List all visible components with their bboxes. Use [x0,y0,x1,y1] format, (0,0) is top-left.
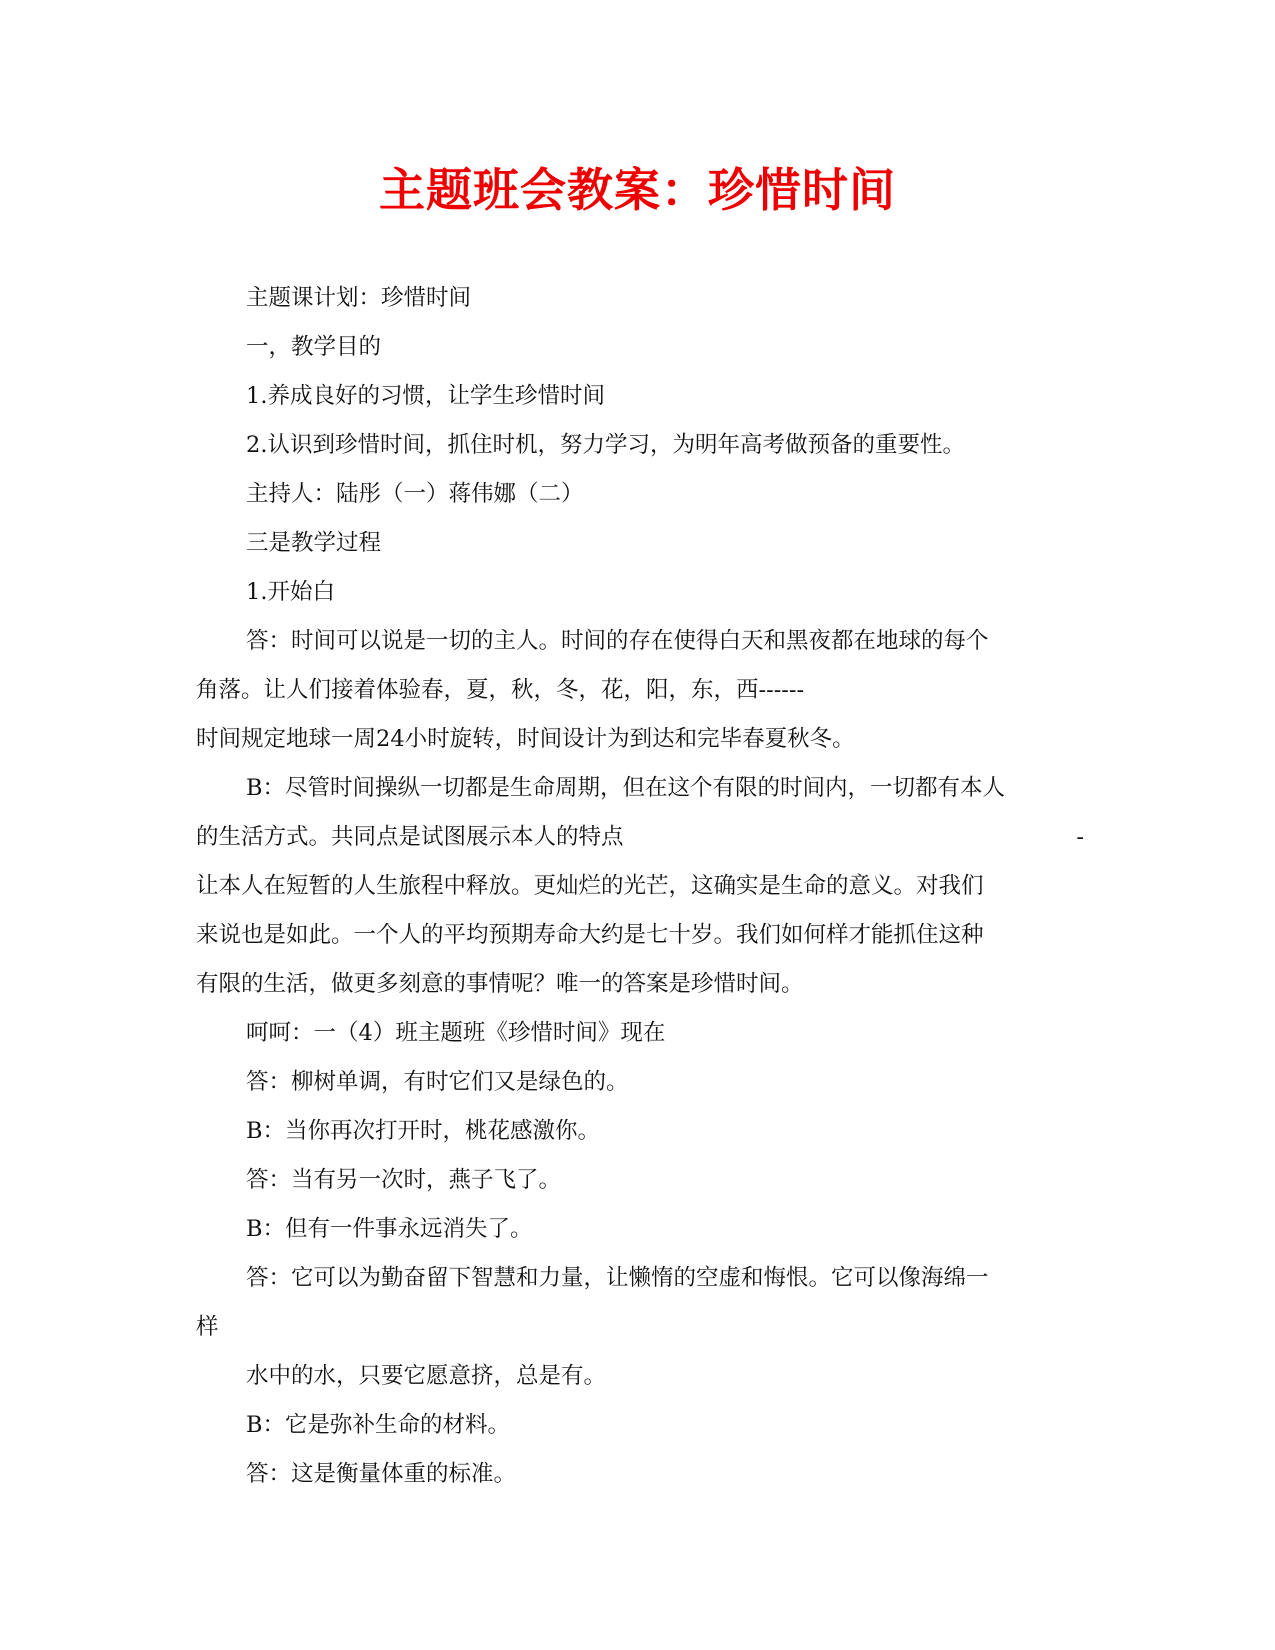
paragraph-line: 有限的生活，做更多刻意的事情呢？唯一的答案是珍惜时间。 [196,971,804,997]
dialogue-line: B：它是弥补生命的材料。 [246,1412,511,1438]
paragraph-line: 主题课计划：珍惜时间 [246,285,472,311]
paragraph-line: 时间规定地球一周24小时旋转，时间设计为到达和完毕春夏秋冬。 [196,726,855,752]
dialogue-line: 答：它可以为勤奋留下智慧和力量，让懒惰的空虚和悔恨。它可以像海绵一 [246,1265,989,1291]
paragraph-line: 来说也是如此。一个人的平均预期寿命大约是七十岁。我们如何样才能抓住这种 [196,922,984,948]
paragraph-line: 呵呵：一（4）班主题班《珍惜时间》现在 [246,1020,666,1046]
paragraph-line-text: 的生活方式。共同点是试图展示本人的特点 [196,824,624,850]
paragraph-line: 1.开始白 [246,579,335,605]
dialogue-line: 答：当有另一次时，燕子飞了。 [246,1167,562,1193]
paragraph-line: 1.养成良好的习惯，让学生珍惜时间 [246,383,605,409]
dialogue-line: 水中的水，只要它愿意挤，总是有。 [246,1363,607,1389]
section-heading: 一，教学目的 [246,334,382,360]
document-body [196,274,1084,1499]
paragraph-line: 样 [196,1314,219,1340]
dialogue-line: B：但有一件事永远消失了。 [246,1216,533,1242]
paragraph-line: 让本人在短暂的人生旅程中释放。更灿烂的光芒，这确实是生命的意义。对我们 [196,873,984,899]
paragraph-line: B：尽管时间操纵一切都是生命周期，但在这个有限的时间内，一切都有本人 [246,775,1006,801]
paragraph-line: 2.认识到珍惜时间，抓住时机，努力学习，为明年高考做预备的重要性。 [246,432,965,458]
paragraph-line: 主持人：陆彤（一）蒋伟娜（二） [246,481,584,507]
document-title: 主题班会教案：珍惜时间 [379,163,896,217]
dialogue-line: 答：柳树单调，有时它们又是绿色的。 [246,1069,629,1095]
section-heading: 三是教学过程 [246,530,382,556]
paragraph-line: 角落。让人们接着体验春，夏，秋，冬，花，阳，东，西------ [196,677,805,703]
paragraph-line-justified [196,813,1084,862]
dialogue-line: B：当你再次打开时，桃花感激你。 [246,1118,601,1144]
paragraph-line-trailing-dash: - [1076,824,1084,850]
paragraph-line: 答：时间可以说是一切的主人。时间的存在使得白天和黑夜都在地球的每个 [246,628,989,654]
dialogue-line: 答：这是衡量体重的标准。 [246,1461,517,1487]
